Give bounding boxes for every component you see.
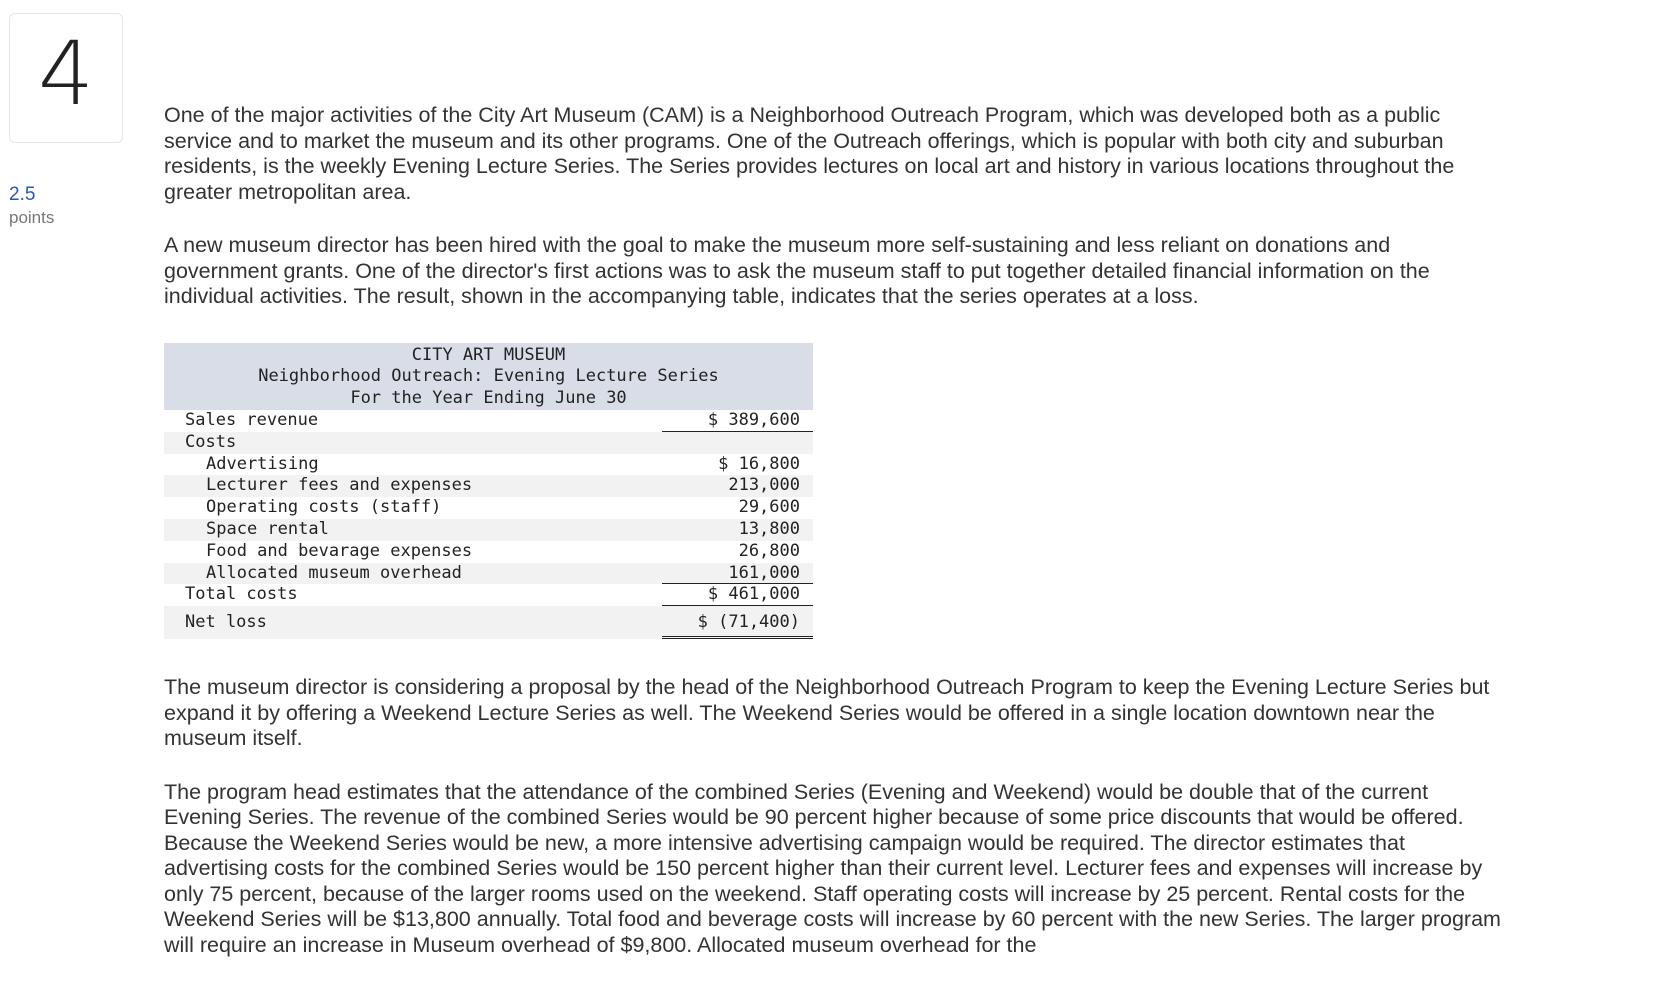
question-number: 4 [38,22,94,125]
costs-value-empty [662,432,813,454]
net-loss-label: Net loss [185,612,267,633]
table-row [164,432,813,454]
space-rental-value: 13,800 [738,518,800,539]
table-row [164,541,813,563]
table-row [164,519,813,541]
table-subtitle: Neighborhood Outreach: Evening Lecture Series [258,366,719,386]
lecturer-label: Lecturer fees and expenses [206,475,473,496]
operating-value: 29,600 [738,497,800,518]
food-value: 26,800 [738,540,800,561]
table-row [164,563,813,585]
table-header [164,343,813,411]
costs-label: Costs [185,431,237,452]
overhead-value: 161,000 [662,563,813,585]
points-value: 2.5 [9,184,36,205]
table-row [164,410,813,432]
table-row [164,497,813,519]
lecturer-value: 213,000 [728,475,800,496]
table-row [164,606,813,639]
table-period: For the Year Ending June 30 [350,387,627,408]
table-row [164,475,813,497]
sales-revenue-label: Sales revenue [185,410,319,430]
total-costs-value: $ 461,000 [662,584,813,606]
sales-revenue-value: $ 389,600 [662,410,813,432]
total-costs-label: Total costs [185,584,298,605]
table-title: CITY ART MUSEUM [411,344,566,365]
operating-label: Operating costs (staff) [206,497,442,518]
paragraph-estimates: The program head estimates that the attendance of the combined Series (Evening and Weekend) would be double that of the current Evening Series. The revenue of the combined Series would be 90 percent higher because of some price discounts that would be offered. Because the Weekend Series would be new, a more intensive advertising campaign would be required. The director estimates that advertising costs for the combined Series would be 150 percent higher than their current level. Lecturer fees and expenses will increase by only 75 percent, because of the larger rooms used on the weekend. Staff operating costs will increase by 25 percent. Rental costs for the Weekend Series will be $13,800 annually. Total food and beverage costs will increase by 60 percent with the new Series. The larger program will require an increase in Museum overhead of $9,800. Allocated museum overhead for the [164,779,1501,957]
points-label: points [9,208,55,227]
overhead-label: Allocated museum overhead [206,562,462,583]
space-rental-label: Space rental [206,518,329,539]
paragraph-intro: One of the major activities of the City Art Museum (CAM) is a Neighborhood Outreach Program, which was developed both as a public service and to market the museum and its other programs. One of the Outreach offerings, which is popular with both city and suburban residents, is the weekly Evening Lecture Series. The Series provides lectures on local art and history in various locations throughout the greater metropolitan area. [164,103,1455,204]
net-loss-value: $ (71,400) [662,606,813,639]
paragraph-director: A new museum director has been hired with the goal to make the museum more self-sustaining and less reliant on donations and government grants. One of the director's first actions was to ask the museum staff to put together detailed financial information on the individual activities. The result, shown in the accompanying table, indicates that the series operates at a loss. [164,233,1430,308]
question-content [164,103,1504,986]
financial-table [164,343,813,640]
advertising-label: Advertising [206,453,319,474]
paragraph-proposal: The museum director is considering a proposal by the head of the Neighborhood Outreach Program to keep the Evening Lecture Series but expand it by offering a Weekend Lecture Series as well. The Weekend Series would be offered in a single location downtown near the museum itself. [164,675,1490,751]
table-row [164,584,813,606]
advertising-value: $ 16,800 [718,453,800,474]
food-label: Food and bevarage expenses [206,540,473,561]
table-row [164,454,813,476]
question-number-box [9,13,123,143]
